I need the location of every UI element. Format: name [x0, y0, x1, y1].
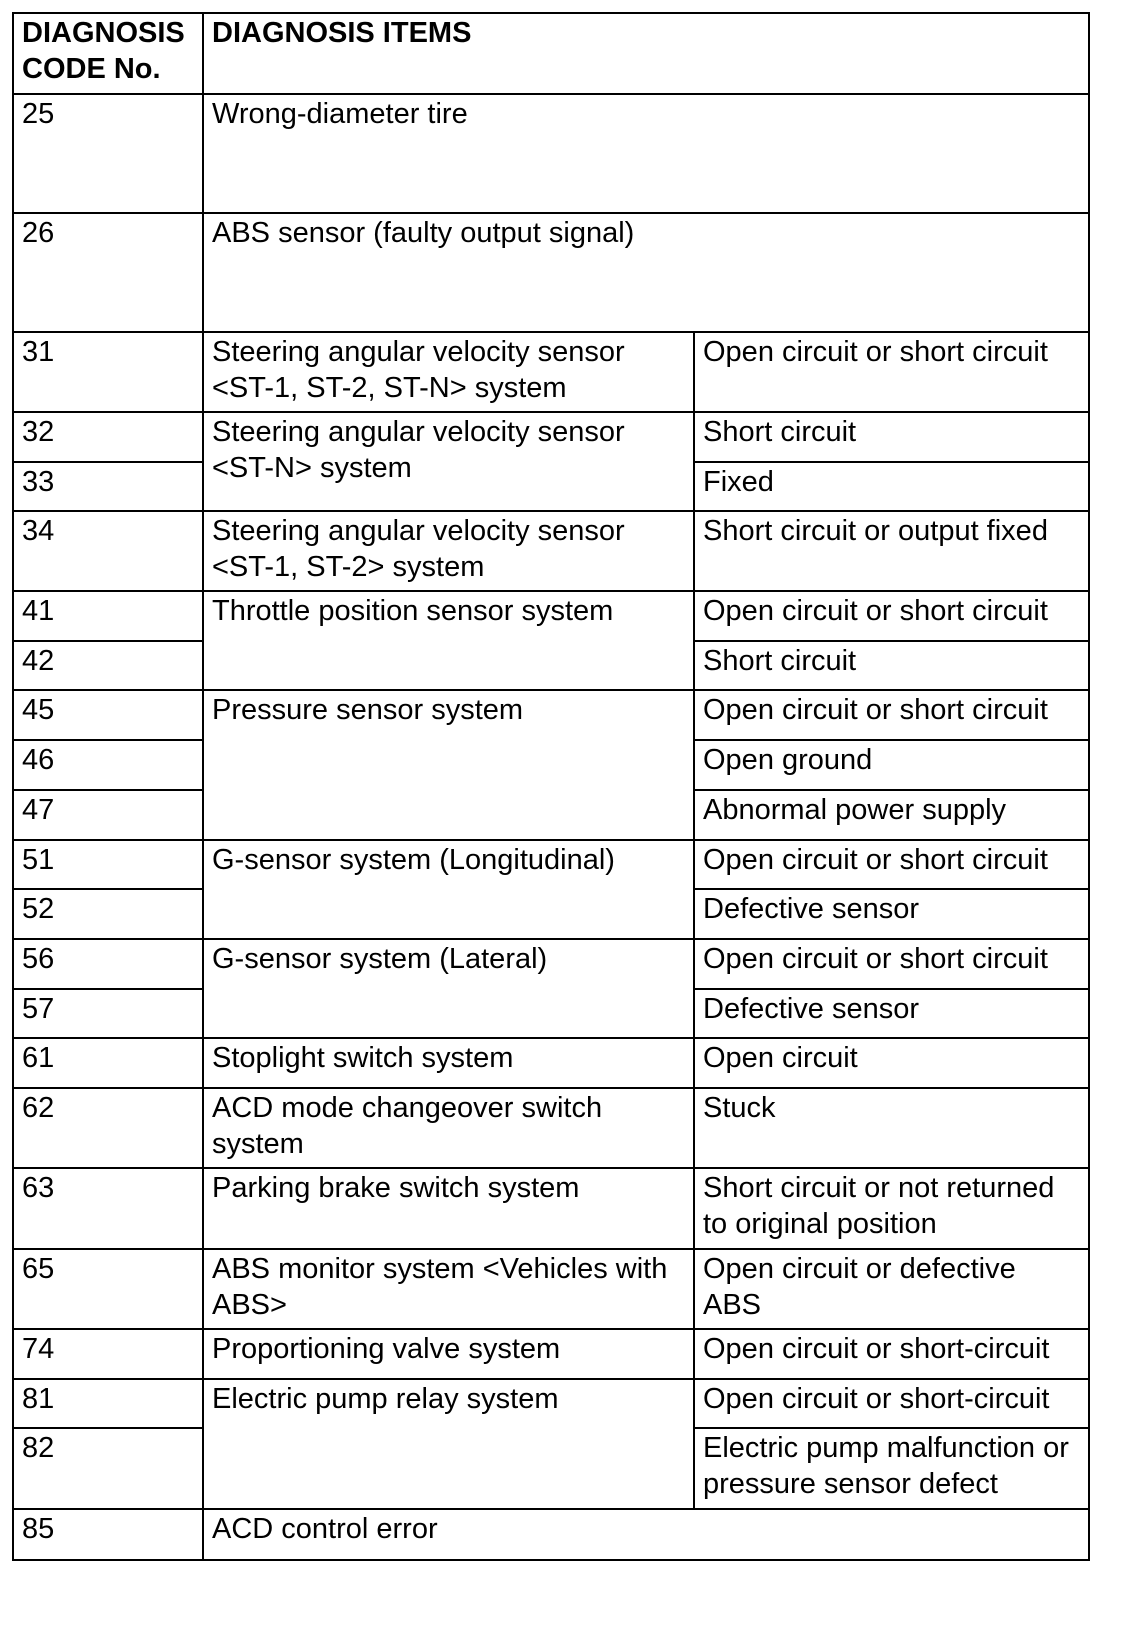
detail-cell: Open circuit or short-circuit [694, 1329, 1089, 1379]
code-cell: 42 [13, 641, 203, 690]
code-cell: 33 [13, 462, 203, 511]
table-row [13, 1329, 1089, 1379]
code-cell: 81 [13, 1379, 203, 1428]
code-cell: 25 [13, 94, 203, 213]
table-row [13, 1379, 1089, 1428]
table-row [13, 939, 1089, 989]
detail-cell: Open circuit or short circuit [694, 690, 1089, 740]
detail-cell: Short circuit [694, 412, 1089, 462]
item-cell: Steering angular velocity sensor <ST-1, ST-2> system [203, 511, 694, 591]
item-cell: Electric pump relay system [203, 1379, 694, 1509]
item-cell: Parking brake switch system [203, 1168, 694, 1249]
table-row [13, 591, 1089, 641]
code-cell: 26 [13, 213, 203, 332]
code-cell: 65 [13, 1249, 203, 1329]
code-cell: 52 [13, 889, 203, 939]
code-cell: 32 [13, 412, 203, 462]
code-cell: 31 [13, 332, 203, 412]
detail-cell: Short circuit or not returned to original position [694, 1168, 1089, 1249]
detail-cell: Open circuit or short circuit [694, 939, 1089, 989]
item-cell: Stoplight switch system [203, 1038, 694, 1088]
table-row [13, 1509, 1089, 1560]
item-cell: G-sensor system (Longitudinal) [203, 840, 694, 939]
table-row [13, 690, 1089, 740]
detail-cell: Fixed [694, 462, 1089, 511]
detail-cell: Open ground [694, 740, 1089, 790]
code-cell: 62 [13, 1088, 203, 1168]
code-cell: 51 [13, 840, 203, 889]
code-cell: 74 [13, 1329, 203, 1379]
table-row [13, 511, 1089, 591]
detail-cell: Open circuit or short circuit [694, 591, 1089, 641]
item-cell: ABS sensor (faulty output signal) [203, 213, 1089, 332]
code-cell: 57 [13, 989, 203, 1038]
detail-cell: Open circuit or defective ABS [694, 1249, 1089, 1329]
code-cell: 34 [13, 511, 203, 591]
detail-cell: Open circuit or short circuit [694, 332, 1089, 412]
code-cell: 82 [13, 1428, 203, 1509]
code-cell: 41 [13, 591, 203, 641]
table-row [13, 1168, 1089, 1249]
diagnosis-code-table [12, 12, 1090, 1561]
table-row [13, 332, 1089, 412]
item-cell: Steering angular velocity sensor <ST-N> system [203, 412, 694, 511]
table-row [13, 94, 1089, 213]
item-cell: ACD control error [203, 1509, 1089, 1560]
item-cell: Throttle position sensor system [203, 591, 694, 690]
detail-cell: Stuck [694, 1088, 1089, 1168]
item-cell: Steering angular velocity sensor <ST-1, ST-2, ST-N> system [203, 332, 694, 412]
code-cell: 45 [13, 690, 203, 740]
item-cell: Pressure sensor system [203, 690, 694, 840]
table-row [13, 840, 1089, 889]
detail-cell: Electric pump malfunction or pressure sensor defect [694, 1428, 1089, 1509]
detail-cell: Defective sensor [694, 889, 1089, 939]
table-row [13, 213, 1089, 332]
table-row [13, 1249, 1089, 1329]
header-code: DIAGNOSIS CODE No. [13, 13, 203, 94]
header-items: DIAGNOSIS ITEMS [203, 13, 1089, 94]
item-cell: G-sensor system (Lateral) [203, 939, 694, 1038]
table-row [13, 1038, 1089, 1088]
code-cell: 61 [13, 1038, 203, 1088]
code-cell: 46 [13, 740, 203, 790]
item-cell: ACD mode changeover switch system [203, 1088, 694, 1168]
code-cell: 85 [13, 1509, 203, 1560]
item-cell: ABS monitor system <Vehicles with ABS> [203, 1249, 694, 1329]
detail-cell: Defective sensor [694, 989, 1089, 1038]
detail-cell: Short circuit [694, 641, 1089, 690]
item-cell: Wrong-diameter tire [203, 94, 1089, 213]
detail-cell: Open circuit or short-circuit [694, 1379, 1089, 1428]
header-row [13, 13, 1089, 94]
detail-cell: Abnormal power supply [694, 790, 1089, 840]
code-cell: 63 [13, 1168, 203, 1249]
code-cell: 47 [13, 790, 203, 840]
code-cell: 56 [13, 939, 203, 989]
detail-cell: Short circuit or output fixed [694, 511, 1089, 591]
detail-cell: Open circuit or short circuit [694, 840, 1089, 889]
detail-cell: Open circuit [694, 1038, 1089, 1088]
item-cell: Proportioning valve system [203, 1329, 694, 1379]
table-row [13, 412, 1089, 462]
table-row [13, 1088, 1089, 1168]
